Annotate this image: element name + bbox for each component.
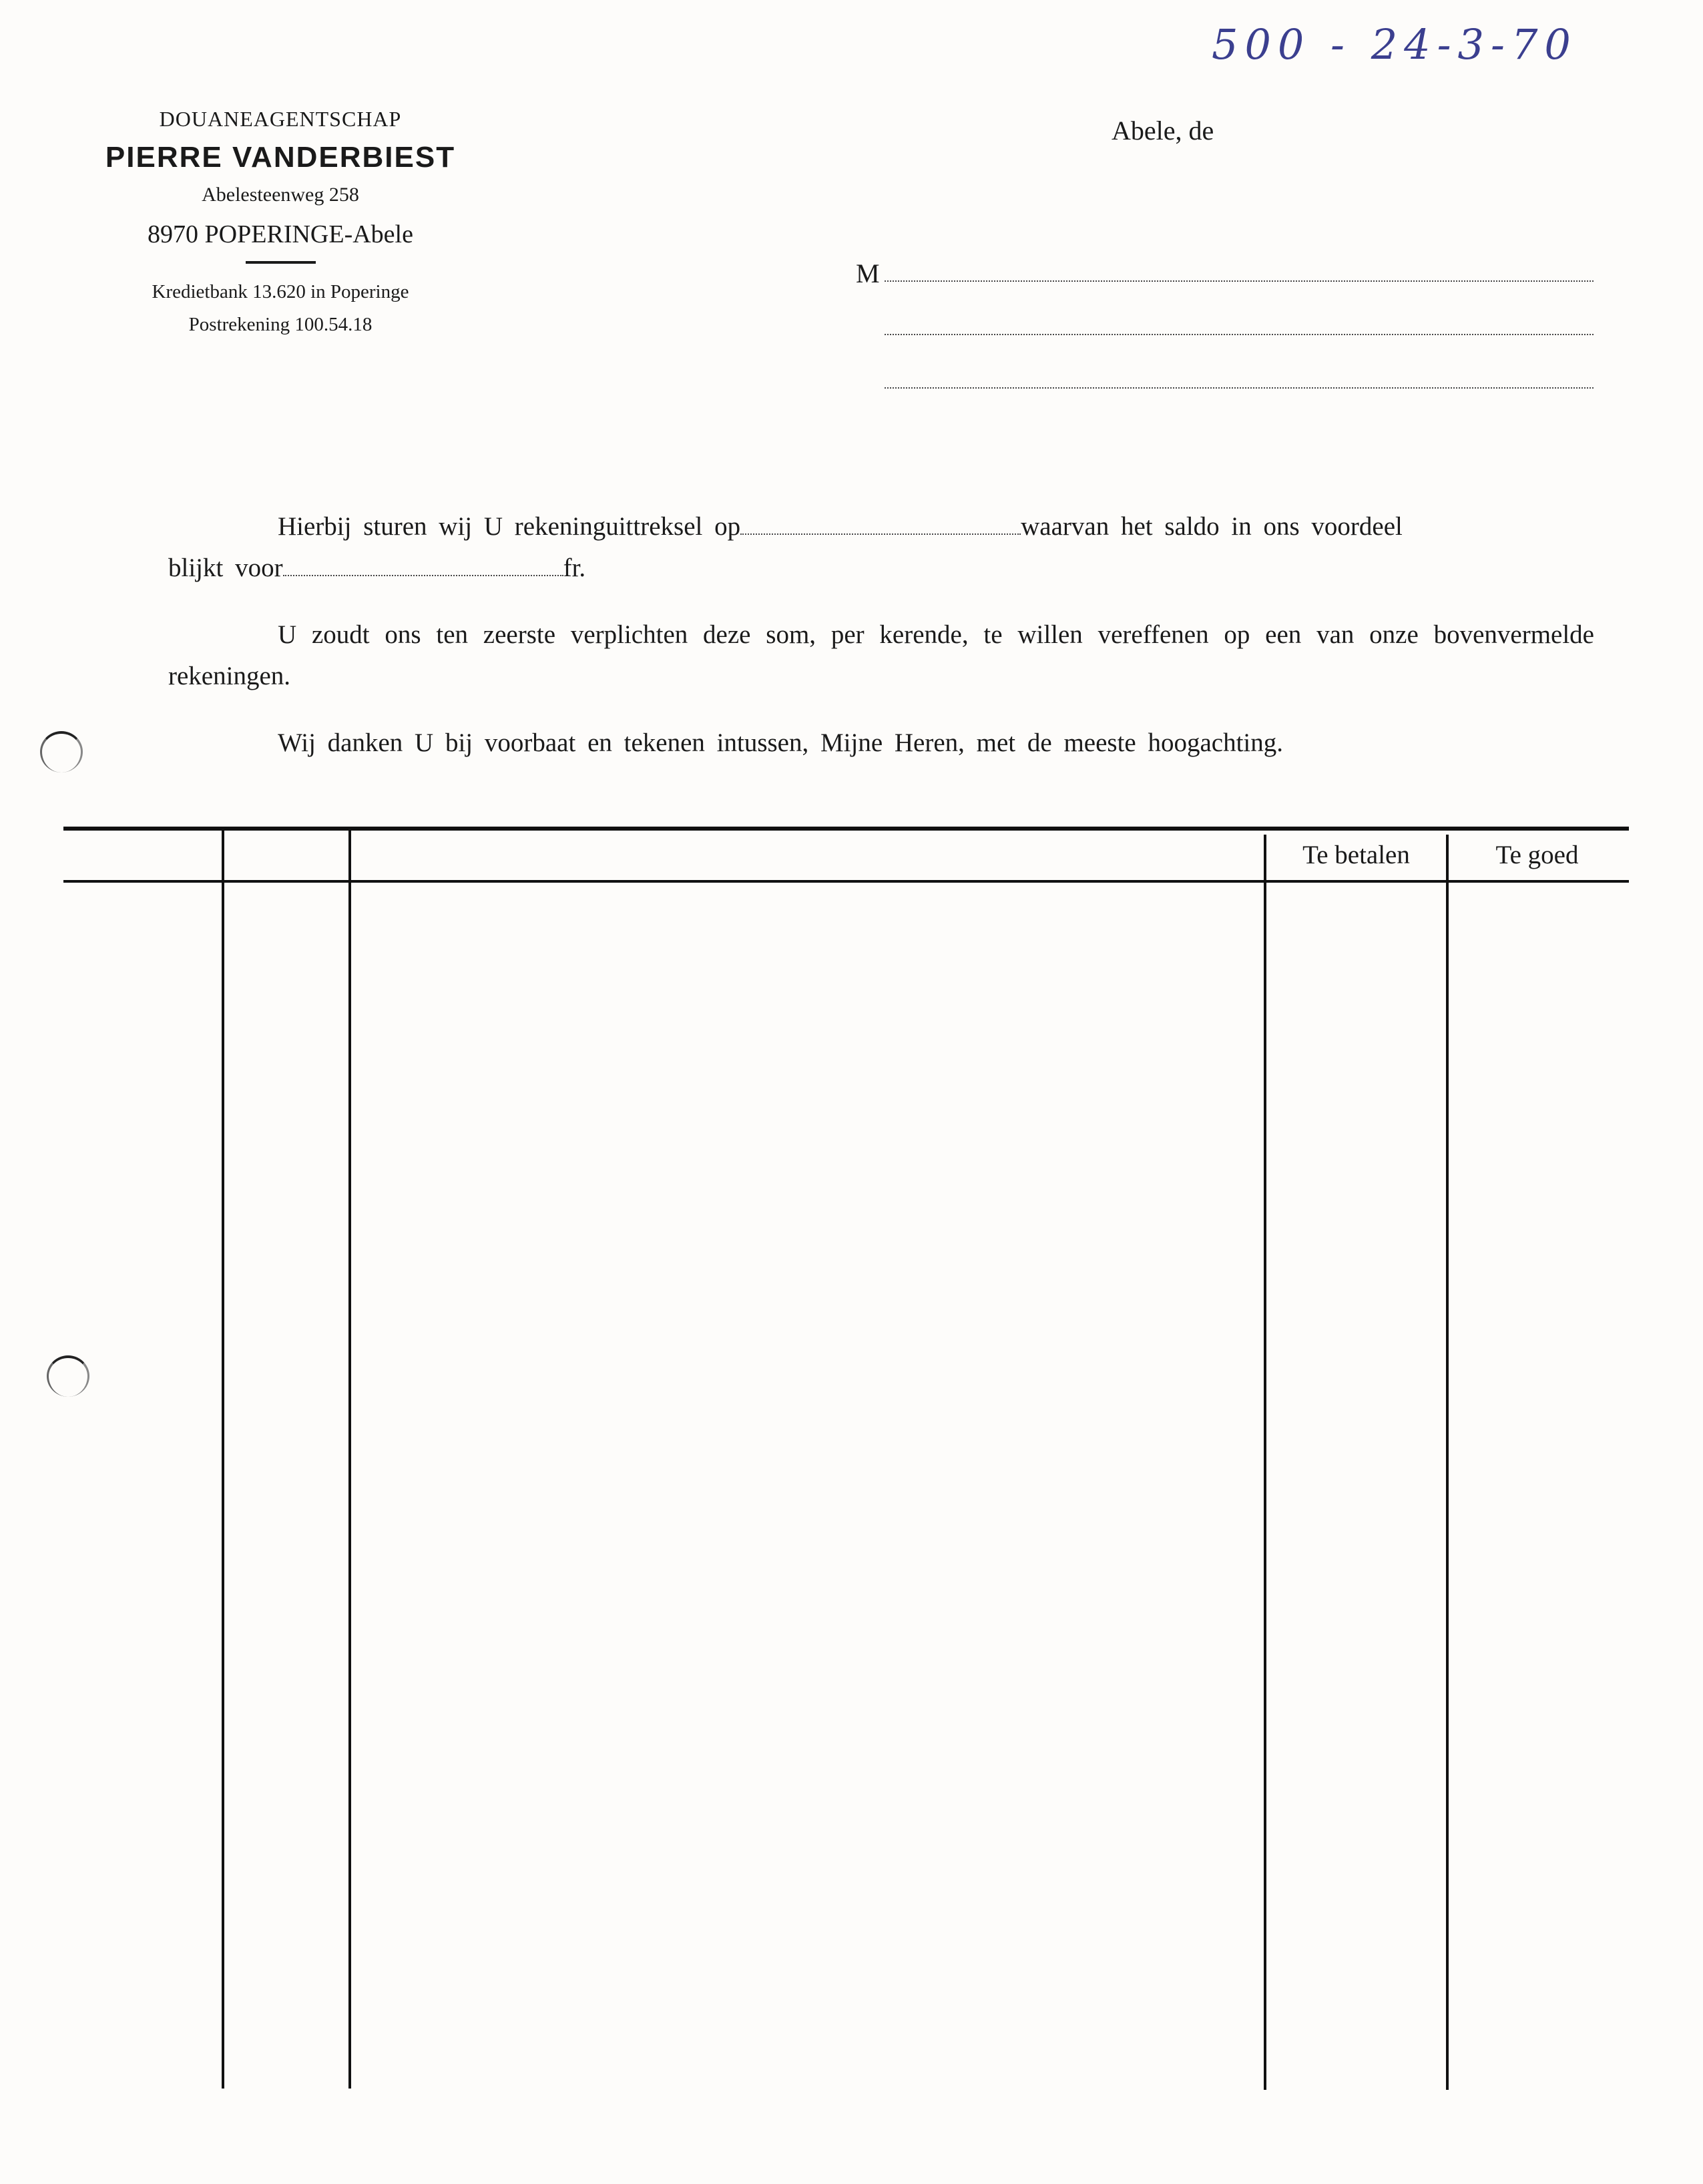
payment-request-text: U zoudt ons ten zeerste verplichten deze som, per kerende, te willen vereffenen op een van onze bovenvermelde rekeningen. <box>168 620 1594 690</box>
addressee-line-3[interactable] <box>885 387 1594 389</box>
table-header-rule <box>63 880 1629 883</box>
statement-date-field[interactable] <box>740 533 1021 535</box>
place-date-label: Abele, de <box>1112 116 1214 146</box>
table-column-divider <box>1446 835 1449 2090</box>
column-header-to-pay: Te betalen <box>1302 841 1410 869</box>
table-column-divider <box>348 827 351 2089</box>
closing-text: Wij danken U bij voorbaat en tekenen intussen, Mijne Heren, met de meeste hoogachting. <box>278 728 1284 757</box>
statement-text-a: Hierbij sturen wij U rekeninguittreksel op <box>278 512 741 541</box>
addressee-line-2[interactable] <box>885 334 1594 335</box>
street-address: Abelesteenweg 258 <box>202 184 359 206</box>
city: 8970 POPERINGE-Abele <box>148 220 413 248</box>
company-name: PIERRE VANDERBIEST <box>105 141 456 174</box>
table-column-divider <box>1264 835 1266 2090</box>
punch-hole <box>40 731 83 773</box>
paragraph-payment-request <box>168 614 1594 697</box>
column-header-credit: Te goed <box>1495 841 1579 869</box>
punch-hole <box>47 1355 89 1397</box>
handwritten-note: 500 - 24-3-70 <box>1212 20 1577 69</box>
addressee-prefix: M <box>856 258 880 288</box>
addressee-line-1[interactable] <box>885 280 1594 282</box>
table-column-divider <box>222 827 224 2089</box>
paragraph-closing <box>168 722 1594 764</box>
table-top-rule <box>63 827 1629 831</box>
letterhead-divider <box>246 261 316 264</box>
bank-account: Kredietbank 13.620 in Poperinge <box>152 281 409 302</box>
postal-account: Postrekening 100.54.18 <box>188 314 373 335</box>
statement-text-c: blijkt voor <box>168 554 283 582</box>
letterhead <box>67 107 494 347</box>
balance-amount-field[interactable] <box>283 574 563 576</box>
currency-label: fr. <box>563 554 586 582</box>
statement-text-b: waarvan het saldo in ons voordeel <box>1021 512 1403 541</box>
agency-type: DOUANEAGENTSCHAP <box>159 107 402 131</box>
paragraph-statement <box>168 506 1594 589</box>
